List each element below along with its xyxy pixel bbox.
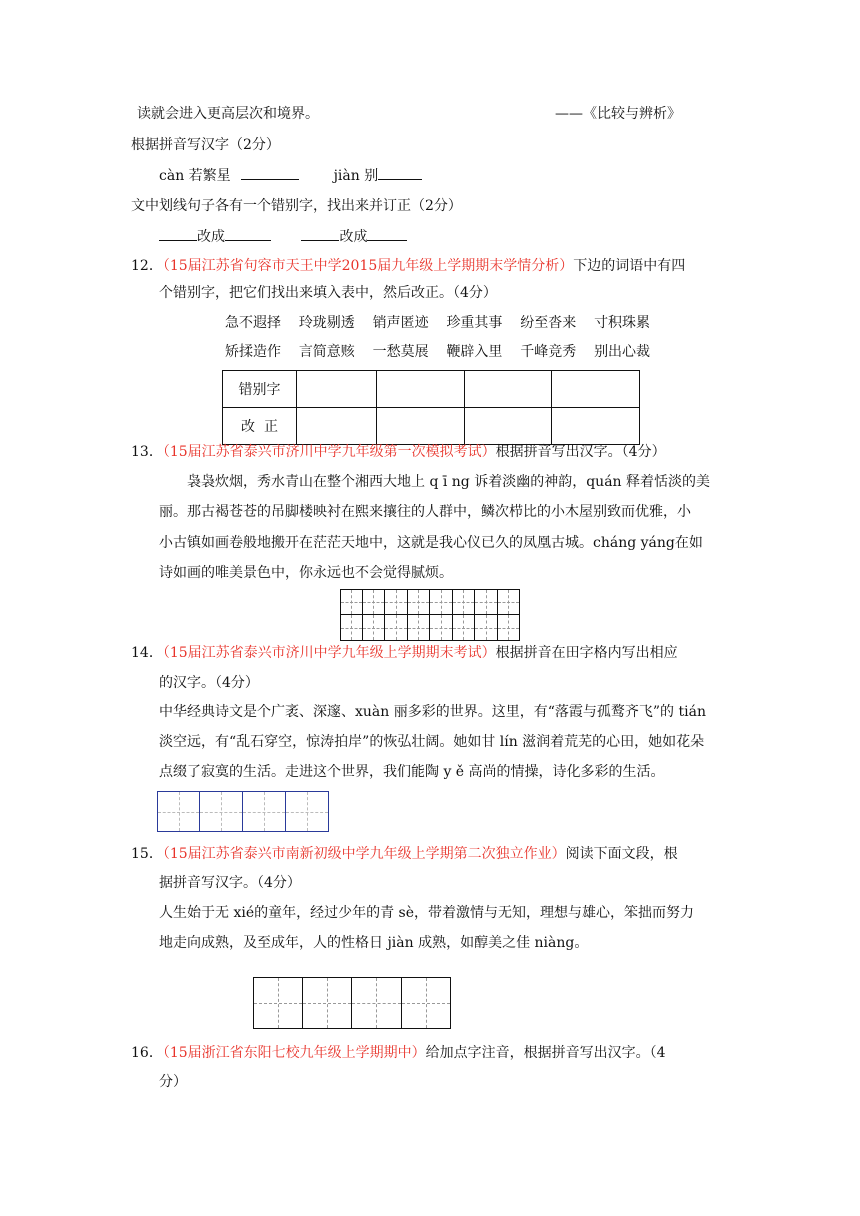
row-label-errors: 错别字	[223, 371, 297, 408]
question-source: （15届江苏省泰兴市南新初级中学九年级上学期第二次独立作业）	[162, 846, 566, 862]
pinyin-task: 根据拼音写汉字（2分）	[131, 137, 280, 153]
word: 玲珑剔透	[298, 315, 355, 331]
answer-blank[interactable]	[241, 165, 299, 180]
grid-cell[interactable]	[200, 791, 243, 832]
q13-passage-3: 小古镇如画卷般地搬开在茫茫天地中，这就是我心仪已久的凤凰古城。cháng yáng在如	[159, 535, 703, 551]
q13-passage-1: 袅袅炊烟，秀水青山在整个湘西大地上 q ī ng 诉着淡幽的神韵，quán 释着恬淡的美	[187, 474, 711, 490]
word: 千峰竞秀	[520, 344, 577, 360]
word: 一愁莫展	[372, 344, 429, 360]
grid-cell[interactable]	[303, 977, 353, 1029]
q15-text-2: 据拼音写汉字。（4分）	[159, 875, 301, 891]
passage-source: ——《比较与辨析》	[555, 106, 681, 122]
passage-end: 读就会进入更高层次和境界。	[137, 106, 319, 122]
grid-cell[interactable]	[498, 615, 521, 641]
pinyin-blanks	[159, 165, 422, 186]
grid-cell[interactable]	[363, 615, 386, 641]
grid-cell[interactable]	[286, 791, 329, 832]
question-text: 根据拼音在田字格内写出相应	[495, 645, 678, 661]
typo-task: 文中划线句子各有一个错别字，找出来并订正（2分）	[131, 198, 462, 214]
q14-writing-grid	[157, 791, 329, 832]
answer-cell[interactable]	[297, 371, 377, 408]
gaicheng-label: 改成	[339, 229, 368, 245]
word: 矫揉造作	[225, 344, 281, 360]
question-text: 下边的词语中有四	[573, 258, 686, 274]
grid-cell[interactable]	[453, 615, 476, 641]
question-text: 阅读下面文段，根	[565, 846, 678, 862]
question-number: 13．	[131, 444, 163, 460]
grid-cell[interactable]	[430, 615, 453, 641]
q14-passage-1: 中华经典诗文是个广袤、深邃、xuàn 丽多彩的世界。这里，有“落霞与孤鹜齐飞”的 tián	[159, 704, 706, 720]
answer-blank[interactable]	[301, 226, 339, 241]
grid-cell[interactable]	[352, 977, 402, 1029]
question-source: （15届江苏省泰兴市济川中学九年级上学期期末考试）	[162, 645, 496, 661]
question-number: 12．	[131, 258, 163, 274]
question-text: 根据拼音写出汉字。（4分）	[495, 444, 666, 460]
answer-cell[interactable]	[297, 408, 377, 445]
gaicheng-label: 改成	[197, 229, 225, 245]
q16-text-2: 分）	[159, 1074, 187, 1090]
grid-cell[interactable]	[363, 589, 386, 615]
answer-blank[interactable]	[367, 226, 407, 241]
q13-writing-grid	[340, 589, 520, 641]
word: 别出心裁	[594, 344, 651, 360]
q15-passage-1: 人生始于无 xié的童年，经过少年的青 sè，带着激情与无知，理想与雄心，笨拙而努力	[159, 905, 695, 921]
answer-blank[interactable]	[378, 165, 422, 180]
q14-passage-2: 淡空远，有“乱石穿空，惊涛拍岸”的恢弘壮阔。她如甘 lín 滋润着荒芜的心田，她如花朵	[159, 734, 705, 750]
grid-cell[interactable]	[408, 589, 431, 615]
answer-cell[interactable]	[377, 371, 465, 408]
grid-cell[interactable]	[498, 589, 521, 615]
q12-words-row-2	[225, 342, 650, 362]
answer-blank[interactable]	[159, 226, 197, 241]
question-source: （15届江苏省泰兴市济川中学九年级第一次模拟考试）	[162, 444, 496, 460]
answer-cell[interactable]	[552, 371, 640, 408]
word: 急不遐择	[225, 315, 281, 331]
grid-cell[interactable]	[402, 977, 452, 1029]
q15-writing-grid	[253, 977, 451, 1029]
question-source: （15届江苏省句容市天王中学2015届九年级上学期期末学情分析）	[162, 258, 574, 274]
question-source: （15届浙江省东阳七校九年级上学期期中）	[162, 1045, 426, 1061]
answer-cell[interactable]	[465, 371, 552, 408]
q16-heading	[131, 1043, 666, 1063]
typo-blanks	[159, 226, 407, 247]
row-label-correction: 改 正	[223, 408, 297, 445]
grid-cell[interactable]	[385, 589, 408, 615]
q14-passage-3: 点缀了寂寞的生活。走进这个世界，我们能陶 y ě 高尚的情操，诗化多彩的生活。	[159, 764, 665, 780]
grid-cell[interactable]	[253, 977, 303, 1029]
grid-cell[interactable]	[157, 791, 200, 832]
word: 言简意赅	[298, 344, 355, 360]
q14-text-2: 的汉字。（4分）	[159, 675, 259, 691]
question-number: 16．	[131, 1045, 163, 1061]
word: 寸积珠累	[594, 315, 651, 331]
grid-cell[interactable]	[340, 615, 363, 641]
question-number: 15．	[131, 846, 163, 862]
q13-passage-2: 丽。那古褐苍苍的吊脚楼映衬在熙来攘往的人群中，鳞次栉比的小木屋别致而优雅，小	[159, 504, 691, 520]
word: 珍重其事	[446, 315, 503, 331]
question-text: 给加点字注音，根据拼音写出汉字。（4	[425, 1045, 666, 1061]
q12-text-2: 个错别字，把它们找出来填入表中，然后改正。（4分）	[159, 285, 497, 301]
grid-cell[interactable]	[453, 589, 476, 615]
answer-cell[interactable]	[377, 408, 465, 445]
grid-cell[interactable]	[408, 615, 431, 641]
q14-heading	[131, 643, 678, 663]
answer-cell[interactable]	[465, 408, 552, 445]
word: 销声匿迹	[372, 315, 429, 331]
grid-cell[interactable]	[385, 615, 408, 641]
pinyin-can: càn 若繁星	[159, 168, 231, 184]
grid-cell[interactable]	[430, 589, 453, 615]
q12-heading	[131, 256, 685, 276]
q15-heading	[131, 844, 678, 864]
grid-cell[interactable]	[475, 589, 498, 615]
q15-passage-2: 地走向成熟，及至成年，人的性格日 jiàn 成熟，如醇美之佳 niàng。	[159, 935, 589, 951]
grid-cell[interactable]	[243, 791, 286, 832]
question-number: 14．	[131, 645, 163, 661]
q13-passage-4: 诗如画的唯美景色中，你永远也不会觉得腻烦。	[159, 565, 453, 581]
q12-words-row-1	[225, 313, 650, 333]
word: 鞭辟入里	[446, 344, 503, 360]
word: 纷至沓来	[520, 315, 577, 331]
grid-cell[interactable]	[340, 589, 363, 615]
error-table	[222, 370, 640, 445]
q13-heading	[131, 442, 666, 462]
pinyin-jian: jiàn 别	[333, 168, 379, 184]
grid-cell[interactable]	[475, 615, 498, 641]
answer-cell[interactable]	[552, 408, 640, 445]
answer-blank[interactable]	[225, 226, 271, 241]
